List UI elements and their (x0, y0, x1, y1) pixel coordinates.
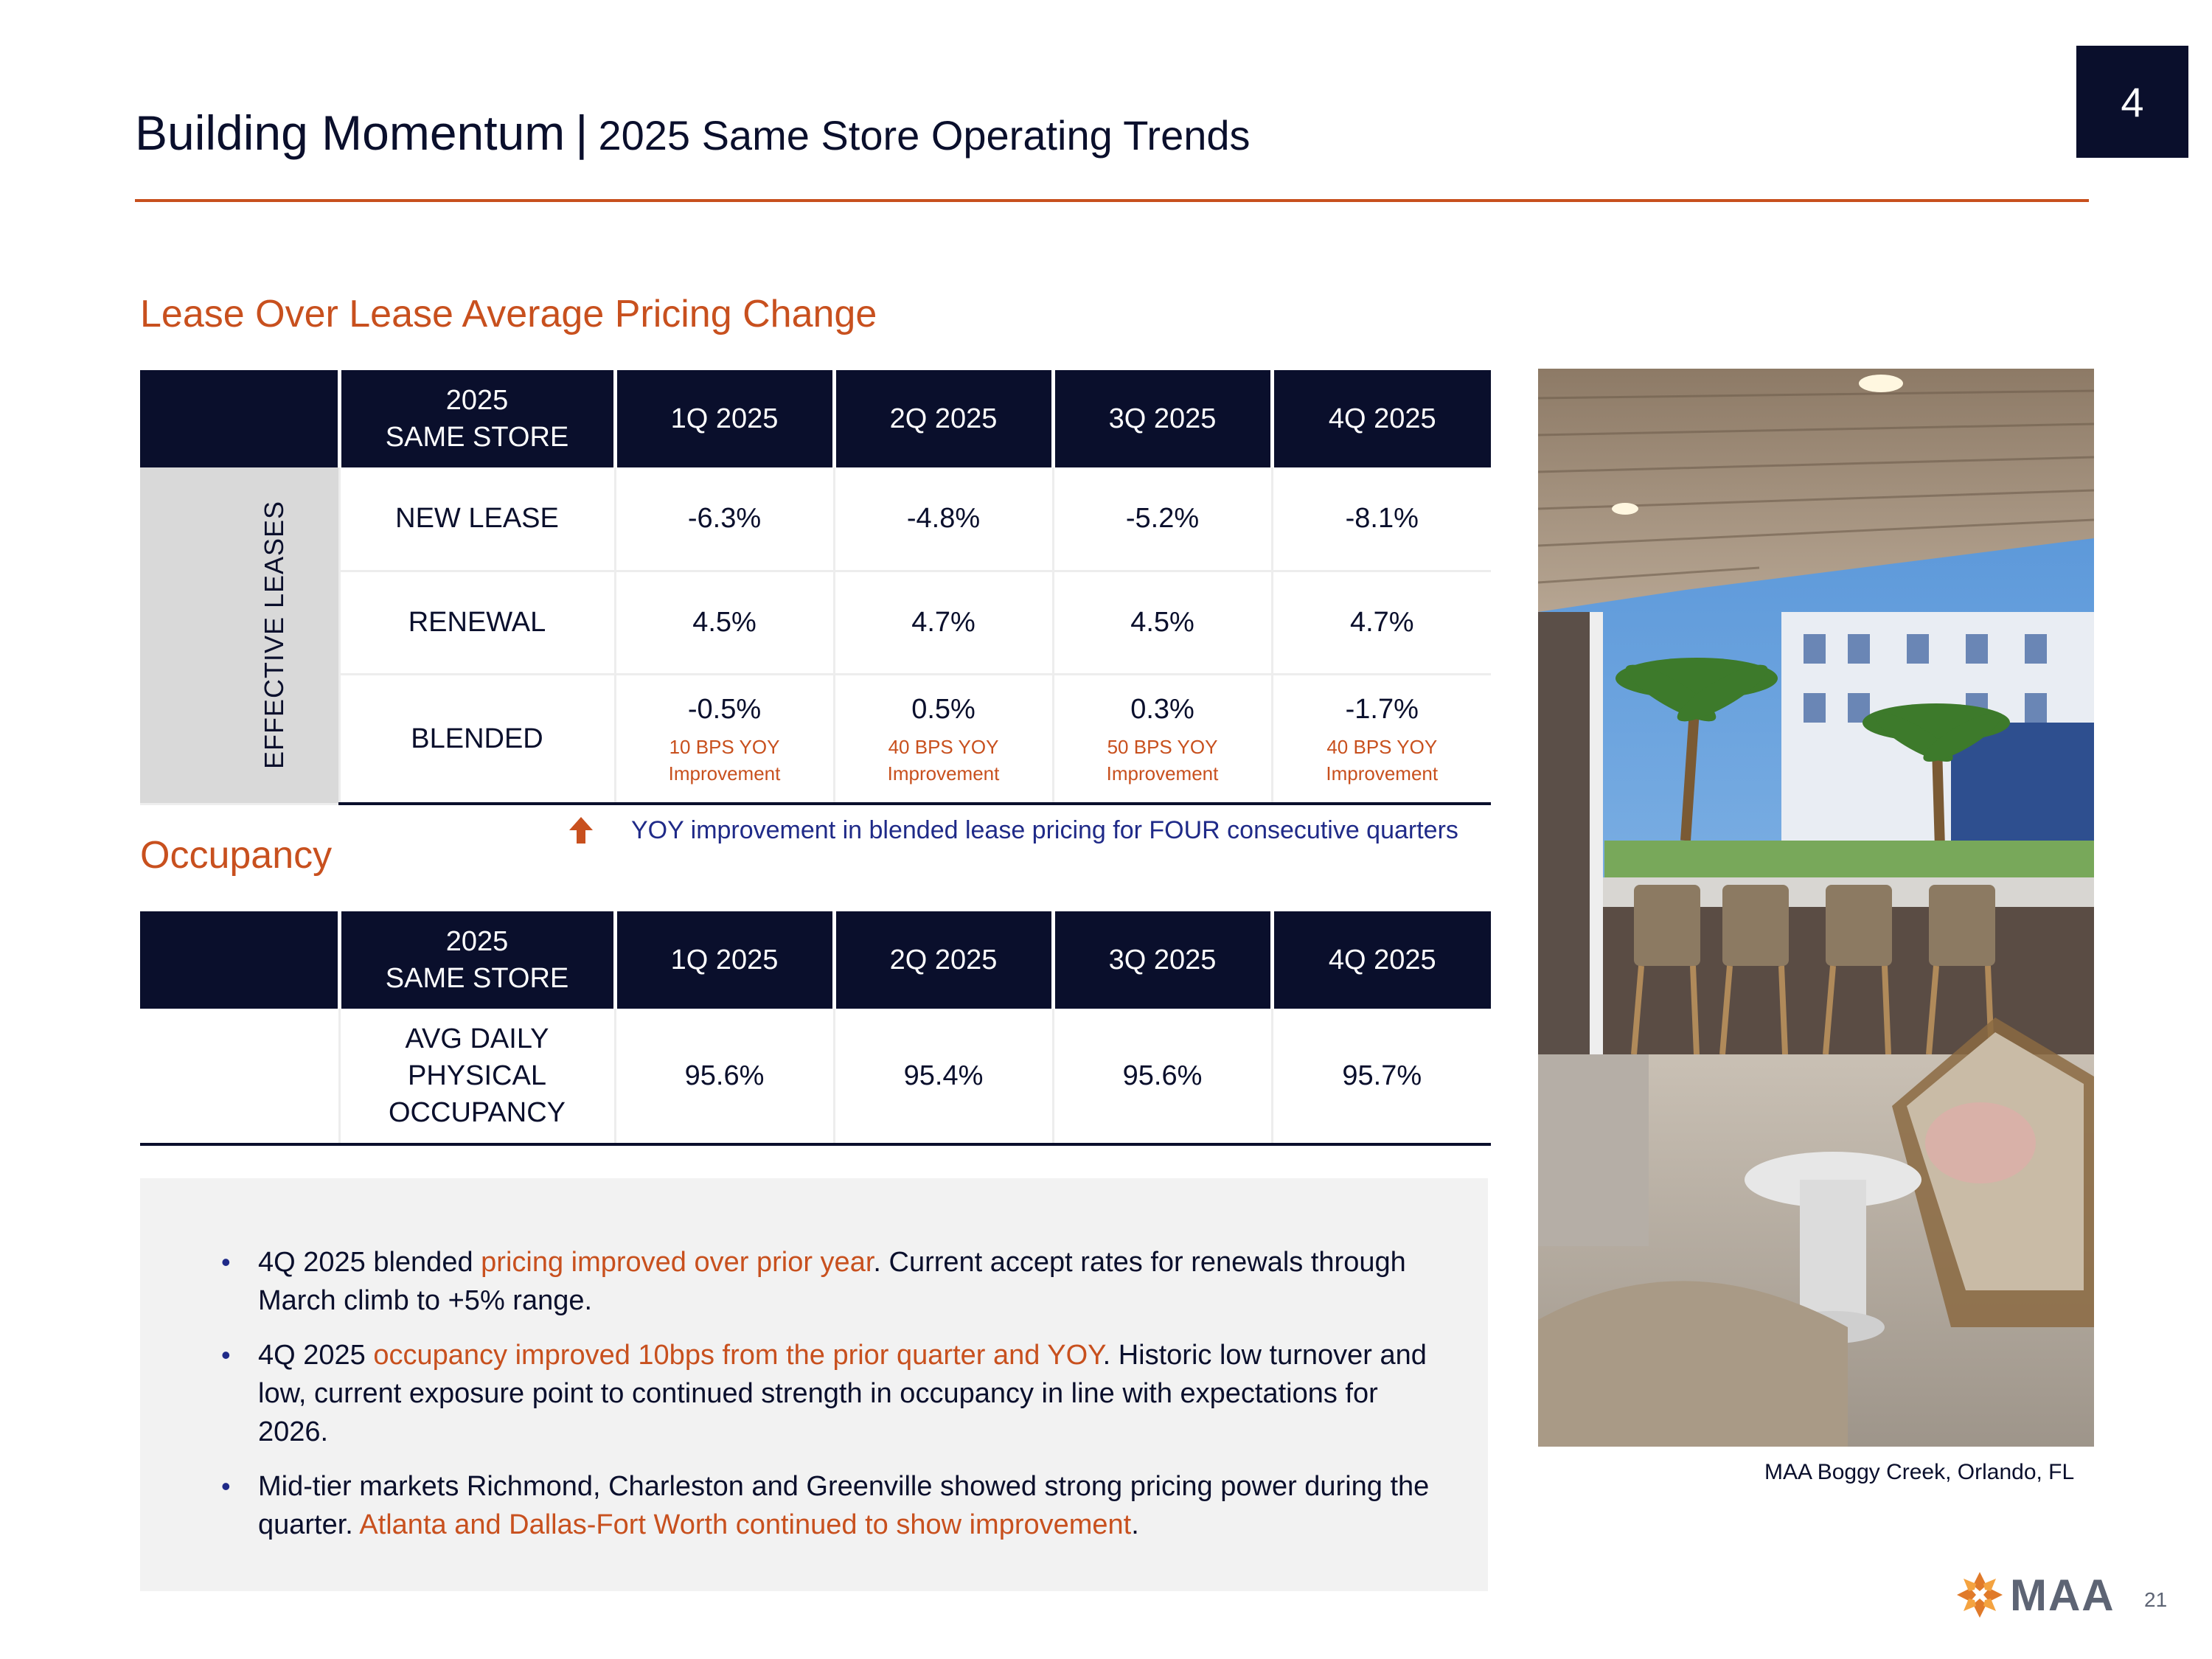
header-1q: 1Q 2025 (615, 911, 834, 1009)
table-row-blended (140, 674, 1491, 804)
value-cell: 4.5% (615, 571, 834, 674)
value-cell: -6.3% (615, 467, 834, 571)
value-cell: 95.6% (615, 1009, 834, 1144)
row-label: AVG DAILY PHYSICAL OCCUPANCY (339, 1009, 615, 1144)
maa-logo (1954, 1569, 2115, 1621)
commentary-list (221, 1243, 1444, 1544)
effective-leases-side-label (140, 467, 339, 804)
occupancy-table (140, 911, 1491, 1146)
page-number: 21 (2144, 1588, 2168, 1611)
title-main: Building Momentum (135, 105, 566, 160)
header-blank-cell (140, 370, 339, 467)
yoy-note-text: YOY improvement in blended lease pricing for FOUR consecutive quarters (631, 815, 1458, 844)
commentary-box (140, 1178, 1488, 1591)
title-separator: | (575, 105, 588, 160)
header-3q: 3Q 2025 (1053, 370, 1272, 467)
photo-caption: MAA Boggy Creek, Orlando, FL (1764, 1460, 2075, 1484)
header-2q: 2Q 2025 (834, 911, 1053, 1009)
bullet-highlight: Atlanta and Dallas-Fort Worth continued to show improvement (359, 1509, 1132, 1540)
list-item (221, 1336, 1444, 1451)
bullet-text: . Current accept rates for renewals through March climb to +5% range. (258, 1247, 1406, 1316)
list-item (221, 1243, 1444, 1320)
value-cell: -4.8% (834, 467, 1053, 571)
value-cell (1272, 674, 1491, 804)
bullet-highlight: occupancy improved 10bps from the prior quarter and YOY (373, 1340, 1103, 1371)
header-4q: 4Q 2025 (1272, 370, 1491, 467)
value-cell: 4.7% (834, 571, 1053, 674)
header-1q: 1Q 2025 (615, 370, 834, 467)
value-cell (834, 674, 1053, 804)
header-blank-cell (140, 911, 339, 1009)
value-cell: -5.2% (1053, 467, 1272, 571)
list-item (221, 1467, 1444, 1544)
up-arrow-icon (568, 815, 594, 845)
value-cell: 4.5% (1053, 571, 1272, 674)
bullet-highlight: pricing improved over prior year (481, 1247, 874, 1278)
value-cell: -8.1% (1272, 467, 1491, 571)
lease-header-row (140, 370, 1491, 467)
property-photo (1538, 369, 2094, 1447)
value-cell: 95.4% (834, 1009, 1053, 1144)
value-cell (1053, 674, 1272, 804)
header-3q: 3Q 2025 (1053, 911, 1272, 1009)
bps-note: 40 BPS YOY Improvement (1326, 735, 1439, 785)
patio-scene-illustration (1538, 369, 2094, 1447)
row-label: RENEWAL (339, 571, 615, 674)
value-cell: 4.7% (1272, 571, 1491, 674)
lease-section-heading: Lease Over Lease Average Pricing Change (140, 293, 877, 335)
occupancy-section-heading: Occupancy (140, 834, 333, 877)
occupancy-header-row (140, 911, 1491, 1009)
bullet-text: Mid-tier markets Richmond, Charleston and Greenville showed strong pricing power during the quarter. (258, 1471, 1430, 1540)
section-number-badge: 4 (2076, 46, 2188, 158)
header-same-store: 2025 SAME STORE (339, 370, 615, 467)
row-label: NEW LEASE (339, 467, 615, 571)
page-title (135, 105, 1251, 161)
table-row-new-lease (140, 467, 1491, 571)
header-4q: 4Q 2025 (1272, 911, 1491, 1009)
lease-pricing-table (140, 370, 1491, 805)
row-label: BLENDED (339, 674, 615, 804)
blended-value: -1.7% (1345, 693, 1419, 725)
value-cell (615, 674, 834, 804)
value-cell: 95.7% (1272, 1009, 1491, 1144)
bullet-text: . (1131, 1509, 1139, 1540)
bullet-text: 4Q 2025 (258, 1340, 374, 1371)
bullet-text: 4Q 2025 blended (258, 1247, 481, 1278)
logo-wordmark: MAA (2010, 1570, 2115, 1620)
title-divider (135, 199, 2089, 202)
bps-note: 50 BPS YOY Improvement (1106, 735, 1219, 785)
value-cell: 95.6% (1053, 1009, 1272, 1144)
yoy-improvement-note (568, 815, 1458, 845)
header-same-store: 2025 SAME STORE (339, 911, 615, 1009)
blended-value: -0.5% (687, 693, 762, 725)
bullet-text: . Historic low turnover and low, current exposure point to continued strength in occupancy in line with expectations for 2026. (258, 1340, 1427, 1447)
bps-note: 40 BPS YOY Improvement (887, 735, 1000, 785)
header-2q: 2Q 2025 (834, 370, 1053, 467)
blended-value: 0.3% (1130, 693, 1194, 725)
bps-note: 10 BPS YOY Improvement (668, 735, 781, 785)
blended-value: 0.5% (911, 693, 975, 725)
table-row-occupancy (140, 1009, 1491, 1144)
maa-logo-icon (1954, 1569, 2006, 1621)
side-label-text: EFFECTIVE LEASES (259, 501, 290, 770)
blank-cell (140, 1009, 339, 1144)
table-row-renewal (140, 571, 1491, 674)
title-subtitle: 2025 Same Store Operating Trends (598, 112, 1251, 159)
